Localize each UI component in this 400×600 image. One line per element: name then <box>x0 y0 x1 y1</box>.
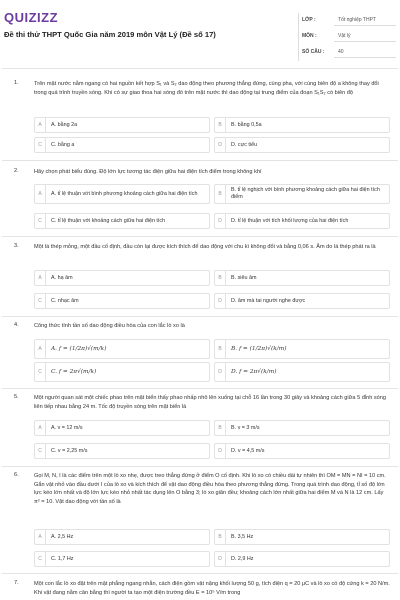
option-letter: B <box>215 421 226 435</box>
option-b[interactable] <box>214 184 390 204</box>
option-letter: B <box>215 271 226 285</box>
question-text: Một con lắc lò xo đặt trên mặt phẳng ngang nhẵn, cách điện gồm vật nặng khối lượng 50 g, tích điện q = 20 μC và lò xo có độ cứng k = 20 N/m. Khi vật đang nằm cân bằng thì người ta tạo một điện trường đều E = 10⁵ V/m trong <box>34 581 390 596</box>
question-text: Công thức tính tần số dao động điều hòa của con lắc lò xo là <box>34 323 185 329</box>
option-c[interactable] <box>34 443 210 459</box>
question-divider <box>2 236 398 237</box>
header-divider <box>2 68 398 69</box>
option-a[interactable] <box>34 270 210 286</box>
option-text: B. bằng 0,5a <box>231 121 262 128</box>
option-text: D. tỉ lệ thuận với tích khối lượng của hai điện tích <box>231 217 349 224</box>
option-a[interactable] <box>34 339 210 359</box>
option-a[interactable] <box>34 529 210 545</box>
option-text: A. tỉ lệ thuận với bình phương khoảng cách giữa hai điện tích <box>51 190 198 197</box>
question-number: 7. <box>14 580 19 586</box>
option-formula: C. f = 2π√(m/k) <box>51 368 97 375</box>
option-text: C. nhạc âm <box>51 297 79 304</box>
question-text: Gọi M, N, I là các điểm trên một lò xo nhẹ, được treo thẳng đứng ở điểm O cố định. Khi lò xo có chiều dài tự nhiên thì OM = MN = NI = 10 cm. Gắn vật nhỏ vào đầu dưới I của lò xo và kích thích để vật dao động điều hòa theo phương thẳng đứng. Trong quá trình dao động, tỉ số độ lớn lực kéo lớn nhất và độ lớn lực kéo nhỏ nhất tác dụng lên O bằng 3; lò xo giãn đều; khoảng cách lớn nhất giữa hai điểm M và N là 12 cm. Lấy π² = 10. Vật dao động với tần số là <box>34 473 386 505</box>
option-letter: B <box>215 530 226 544</box>
option-text: C. tỉ lệ thuận với khoảng cách giữa hai điện tích <box>51 217 166 224</box>
option-text: C. v = 2,25 m/s <box>51 447 88 454</box>
option-c[interactable] <box>34 137 210 153</box>
question-number: 4. <box>14 322 19 328</box>
option-text: D. v = 4,5 m/s <box>231 447 265 454</box>
question-text: Trên mặt nước nằm ngang có hai nguồn kết hợp S₁ và S₂ dao động theo phương thẳng đứng, cùng pha, với cùng biên độ a không thay đổi trong quá trình truyền sóng. Khi có sự giao thoa hai sóng đó trên mặt nước thì dao động tại trung điểm của đoạn S₁S₂ có biên độ <box>34 81 379 96</box>
question-number: 6. <box>14 472 19 478</box>
question-text: Một người quan sát một chiếc phao trên mặt biển thấy phao nhấp nhô lên xuống tại chỗ 16 lần trong 30 giây và khoảng cách giữa 5 đỉnh sóng liên tiếp nhau bằng 24 m. Tốc độ truyền sóng trên mặt biển là <box>34 395 386 410</box>
option-text: C. bằng a <box>51 141 75 148</box>
option-text: B. v = 3 m/s <box>231 424 260 431</box>
meta-key: MÔN : <box>302 33 317 39</box>
question-number: 5. <box>14 394 19 400</box>
option-d[interactable] <box>214 443 390 459</box>
option-a[interactable] <box>34 184 210 204</box>
option-text: A. bằng 2a <box>51 121 78 128</box>
option-letter: B <box>215 340 226 358</box>
option-text: B. siêu âm <box>231 274 257 281</box>
question-number: 2. <box>14 168 19 174</box>
question-text: Một lá thép mỏng, một đầu cố định, đầu còn lại được kích thích để dao động với chu kì không đổi và bằng 0,06 s. Âm do lá thép phát ra là <box>34 244 376 250</box>
option-b[interactable] <box>214 117 390 133</box>
option-text: A. hạ âm <box>51 274 73 281</box>
option-text: B. tỉ lệ nghịch với bình phương khoảng cách giữa hai điện tích điểm <box>231 187 380 200</box>
option-text: D. cực tiểu <box>231 141 258 148</box>
question-divider <box>2 160 398 161</box>
header <box>0 0 400 70</box>
option-letter: A <box>35 185 46 203</box>
option-b[interactable] <box>214 270 390 286</box>
question-divider <box>2 466 398 467</box>
option-d[interactable] <box>214 551 390 567</box>
option-d[interactable] <box>214 137 390 153</box>
meta-underline <box>334 25 396 26</box>
question-divider <box>2 388 398 389</box>
option-formula: B. f = (1/2π)√(k/m) <box>231 345 287 352</box>
option-a[interactable] <box>34 117 210 133</box>
option-text: D. âm mà tai người nghe được <box>231 297 306 304</box>
option-b[interactable] <box>214 529 390 545</box>
option-letter: B <box>215 118 226 132</box>
exam-title: Đề thi thử THPT Quốc Gia năm 2019 môn Vật Lý (Đề số 17) <box>4 30 216 39</box>
exam-meta <box>298 13 398 61</box>
option-letter: A <box>35 118 46 132</box>
question-number: 3. <box>14 243 19 249</box>
meta-underline <box>334 57 396 58</box>
option-text: C. 1,7 Hz <box>51 555 74 562</box>
meta-key: SỐ CÂU : <box>302 49 325 55</box>
option-c[interactable] <box>34 551 210 567</box>
option-letter: D <box>215 552 226 566</box>
option-b[interactable] <box>214 339 390 359</box>
option-formula: A. f = (1/2π)√(m/k) <box>51 345 107 352</box>
meta-row-count <box>298 45 398 61</box>
meta-value: 40 <box>338 49 344 55</box>
option-letter: D <box>215 214 226 228</box>
meta-row-subject <box>298 29 398 45</box>
option-a[interactable] <box>34 420 210 436</box>
meta-underline <box>334 41 396 42</box>
option-c[interactable] <box>34 213 210 229</box>
meta-key: LỚP : <box>302 17 316 23</box>
option-letter: C <box>35 294 46 308</box>
meta-row-class <box>298 13 398 29</box>
option-b[interactable] <box>214 420 390 436</box>
option-c[interactable] <box>34 293 210 309</box>
question-divider <box>2 573 398 574</box>
option-letter: A <box>35 271 46 285</box>
option-d[interactable] <box>214 362 390 382</box>
option-letter: D <box>215 363 226 381</box>
meta-value: Tốt nghiệp THPT <box>338 17 376 23</box>
option-c[interactable] <box>34 362 210 382</box>
option-letter: C <box>35 138 46 152</box>
option-letter: C <box>35 214 46 228</box>
question-divider <box>2 316 398 317</box>
question-number: 1. <box>14 80 19 86</box>
option-text: A. 2,5 Hz <box>51 533 74 540</box>
quizizz-logo: QUIZIZZ <box>4 10 59 25</box>
option-letter: C <box>35 363 46 381</box>
option-letter: A <box>35 530 46 544</box>
option-letter: A <box>35 421 46 435</box>
option-letter: C <box>35 444 46 458</box>
option-d[interactable] <box>214 213 390 229</box>
question-text: Hãy chọn phát biểu đúng. Độ lớn lực tương tác điện giữa hai điện tích điểm trong không khí <box>34 169 262 175</box>
option-letter: C <box>35 552 46 566</box>
option-letter: A <box>35 340 46 358</box>
option-letter: B <box>215 185 226 203</box>
meta-value: Vật lý <box>338 33 351 39</box>
option-d[interactable] <box>214 293 390 309</box>
option-text: A. v = 12 m/s <box>51 424 83 431</box>
option-letter: D <box>215 294 226 308</box>
option-formula: D. f = 2π√(k/m) <box>231 368 277 375</box>
option-letter: D <box>215 138 226 152</box>
option-text: B. 3,5 Hz <box>231 533 254 540</box>
option-text: D. 2,9 Hz <box>231 555 254 562</box>
option-letter: D <box>215 444 226 458</box>
